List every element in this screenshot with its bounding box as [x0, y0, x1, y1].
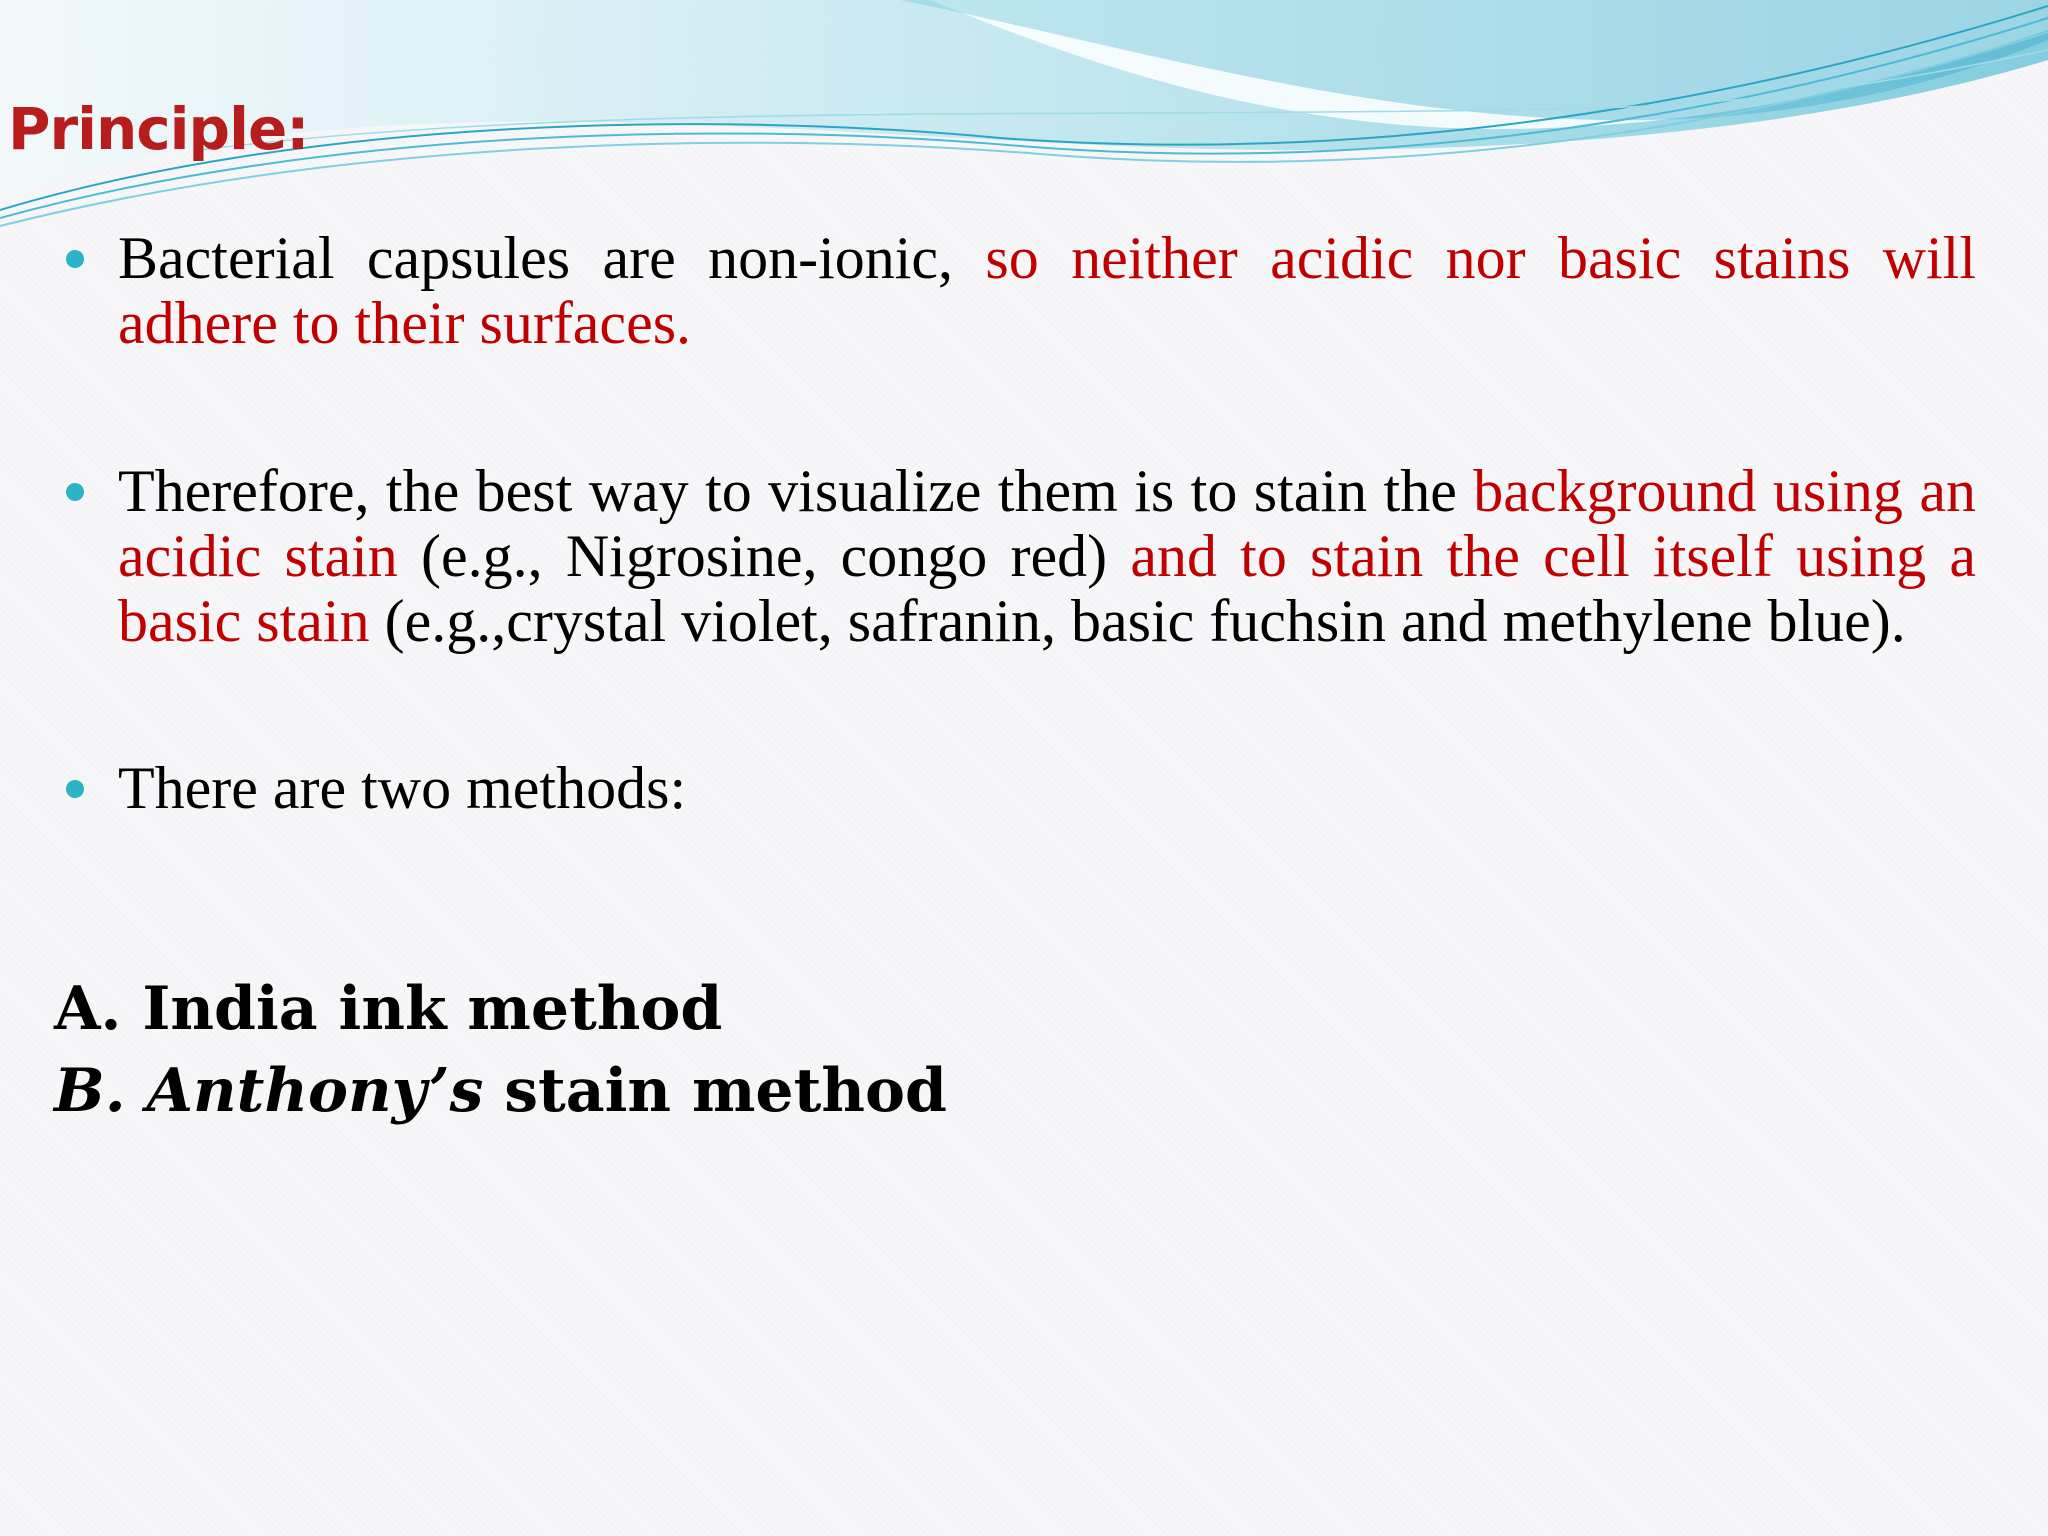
- bullet-item: [56, 756, 1976, 821]
- bullet-item: [56, 226, 1976, 356]
- bullet-text-highlight: so neither acidic nor basic stains will adhere to their surfaces.: [118, 225, 1976, 356]
- method-b: [54, 1050, 947, 1132]
- bullet-text: Therefore, the best way to visualize them is to stain the: [118, 458, 1474, 524]
- methods-list: [54, 968, 947, 1132]
- bullet-dot-icon: [66, 250, 84, 268]
- bullet-text-highlight: background using an acidic stain: [118, 458, 1976, 589]
- bullet-text-highlight: and to stain the cell itself using a basic stain: [118, 523, 1976, 654]
- method-a: A. India ink method: [54, 974, 723, 1044]
- method-b-prefix: B. Anthony’s: [54, 1056, 484, 1126]
- method-b-suffix: stain method: [483, 1056, 947, 1126]
- bullet-list: [56, 226, 1976, 821]
- bullet-dot-icon: [66, 780, 84, 798]
- bullet-item: [56, 459, 1976, 654]
- bullet-text: There are two methods:: [118, 755, 687, 821]
- bullet-dot-icon: [66, 483, 84, 501]
- bullet-text: Bacterial capsules are non-ionic,: [118, 225, 986, 291]
- bullet-text: (e.g.,crystal violet, safranin, basic fuchsin and methylene blue).: [369, 588, 1906, 654]
- bullet-text: (e.g., Nigrosine, congo red): [397, 523, 1131, 589]
- slide-title: Principle:: [8, 95, 309, 163]
